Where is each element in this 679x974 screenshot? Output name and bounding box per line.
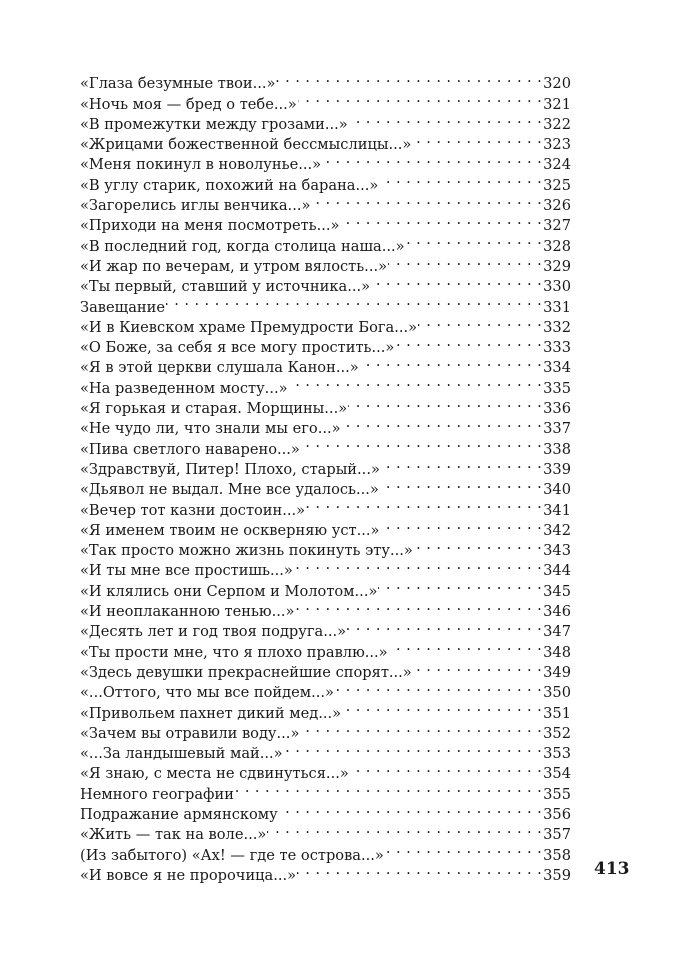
toc-entry-title: «...За ландышевый май...» [80, 745, 283, 763]
dot-leader [385, 839, 542, 859]
toc-entry-page: 320 [543, 75, 571, 93]
toc-entry-page: 330 [543, 278, 571, 296]
toc-entry-page: 329 [543, 257, 571, 275]
dot-leader [298, 88, 542, 108]
dot-leader [311, 190, 542, 210]
dot-leader [378, 575, 542, 595]
toc-entry-title: «Загорелись иглы венчика...» [80, 197, 311, 215]
dot-leader [414, 535, 542, 555]
toc-entry-page: 340 [543, 481, 571, 499]
dot-leader [267, 819, 542, 839]
dot-leader [379, 169, 542, 189]
toc-entry-page: 335 [543, 379, 571, 397]
dot-leader [418, 312, 542, 332]
toc-entry-page: 358 [543, 846, 571, 864]
dot-leader [276, 68, 542, 88]
toc-entry-page: 328 [543, 237, 571, 255]
table-of-contents [80, 68, 571, 884]
toc-entry-title: «И жар по вечерам, и утром вялость...» [80, 257, 388, 275]
dot-leader [306, 494, 542, 514]
toc-entry-page: 325 [543, 176, 571, 194]
toc-entry-page: 348 [543, 643, 571, 661]
toc-entry-page: 350 [543, 684, 571, 702]
toc-entry-page: 336 [543, 400, 571, 418]
toc-entry-page: 331 [543, 298, 571, 316]
toc-entry-page: 355 [543, 785, 571, 803]
toc-entry-page: 353 [543, 745, 571, 763]
dot-leader [235, 778, 542, 798]
toc-entry-page: 321 [543, 95, 571, 113]
dot-leader [279, 799, 542, 819]
toc-entry-title: «В последний год, когда столица наша...» [80, 237, 405, 255]
dot-leader [289, 372, 543, 392]
toc-entry-page: 333 [543, 339, 571, 357]
toc-entry-title: «О Боже, за себя я все могу простить...» [80, 339, 395, 357]
toc-entry-page: 343 [543, 542, 571, 560]
toc-entry [80, 68, 571, 93]
toc-entry-title: «Здравствуй, Питер! Плохо, старый...» [80, 460, 380, 478]
toc-entry-page: 346 [543, 603, 571, 621]
dot-leader [335, 677, 542, 697]
toc-entry-title: «Жить — так на воле...» [80, 826, 267, 844]
dot-leader [297, 860, 542, 880]
toc-entry-page: 322 [543, 115, 571, 133]
dot-leader [300, 718, 542, 738]
toc-entry-title: «Здесь девушки прекраснейшие спорят...» [80, 663, 412, 681]
toc-entry-page: 345 [543, 582, 571, 600]
dot-leader [380, 515, 542, 535]
page-number: 413 [594, 859, 630, 879]
toc-entry-title: «Жрицами божественной бессмыслицы...» [80, 136, 412, 154]
toc-entry-title: «Приходи на меня посмотреть...» [80, 217, 340, 235]
toc-entry-title: «...Оттого, что мы все пойдем...» [80, 684, 334, 702]
toc-entry-title: «И в Киевском храме Премудрости Бога...» [80, 318, 418, 336]
dot-leader [350, 758, 542, 778]
toc-entry-title: «Не чудо ли, что знали мы его...» [80, 420, 341, 438]
dot-leader [295, 596, 542, 616]
toc-entry-title: «Меня покинул в новолунье...» [80, 156, 322, 174]
dot-leader [301, 433, 542, 453]
toc-entry-page: 339 [543, 460, 571, 478]
dot-leader [389, 636, 543, 656]
toc-entry-page: 351 [543, 704, 571, 722]
dot-leader [380, 474, 542, 494]
toc-entry-page: 337 [543, 420, 571, 438]
toc-entry-page: 341 [543, 501, 571, 519]
dot-leader [413, 657, 542, 677]
toc-entry-title: «Дьявол не выдал. Мне все удалось...» [80, 481, 379, 499]
toc-entry-page: 359 [543, 866, 571, 884]
toc-entry-page: 338 [543, 440, 571, 458]
dot-leader [342, 697, 542, 717]
toc-entry-page: 344 [543, 562, 571, 580]
dot-leader [360, 352, 542, 372]
dot-leader [294, 555, 542, 575]
toc-entry-title: «Я горькая и старая. Морщины...» [80, 400, 348, 418]
toc-entry-page: 356 [543, 805, 571, 823]
dot-leader [347, 616, 542, 636]
toc-entry-page: 323 [543, 136, 571, 154]
toc-entry-title: (Из забытого) «Ах! — где те острова...» [80, 846, 384, 864]
toc-entry-title: «Ты первый, ставший у источника...» [80, 278, 371, 296]
toc-entry-page: 357 [543, 826, 571, 844]
toc-entry-title: «И вовсе я не пророчица...» [80, 866, 297, 884]
dot-leader [342, 413, 543, 433]
toc-entry-title: «Я знаю, с места не сдвинуться...» [80, 765, 349, 783]
toc-entry-title: «И клялись они Серпом и Молотом...» [80, 582, 378, 600]
toc-entry-title: «На разведенном мосту...» [80, 379, 288, 397]
toc-entry-title: Немного географии [80, 785, 234, 803]
toc-entry-title: «Привольем пахнет дикий мед...» [80, 704, 342, 722]
toc-entry-title: Подражание армянскому [80, 805, 278, 823]
dot-leader [395, 332, 542, 352]
toc-entry-page: 349 [543, 663, 571, 681]
toc-entry-page: 352 [543, 724, 571, 742]
dot-leader [349, 109, 542, 129]
dot-leader [381, 454, 542, 474]
toc-entry-title: «Так просто можно жизнь покинуть эту...» [80, 542, 413, 560]
toc-entry-title: «В промежутки между грозами...» [80, 115, 348, 133]
toc-entry-page: 327 [543, 217, 571, 235]
dot-leader [284, 738, 543, 758]
toc-entry-title: «В углу старик, похожий на барана...» [80, 176, 379, 194]
toc-entry-page: 354 [543, 765, 571, 783]
toc-entry-page: 324 [543, 156, 571, 174]
toc-entry-page: 342 [543, 521, 571, 539]
toc-entry-title: «Глаза безумные твои...» [80, 75, 276, 93]
dot-leader [348, 393, 542, 413]
toc-entry-page: 332 [543, 318, 571, 336]
toc-entry-page: 326 [543, 197, 571, 215]
dot-leader [388, 251, 542, 271]
dot-leader [322, 149, 542, 169]
toc-entry-title: «Я именем твоим не оскверняю уст...» [80, 521, 380, 539]
dot-leader [371, 271, 542, 291]
toc-entry-page: 347 [543, 623, 571, 641]
toc-entry-title: «Ты прости мне, что я плохо правлю...» [80, 643, 388, 661]
toc-entry-title: «И неоплаканною тенью...» [80, 603, 295, 621]
toc-entry-title: «Я в этой церкви слушала Канон...» [80, 359, 359, 377]
toc-entry-title: «Пива светлого наварено...» [80, 440, 300, 458]
toc-entry-page: 334 [543, 359, 571, 377]
dot-leader [340, 210, 542, 230]
toc-entry-title: «Зачем вы отравили воду...» [80, 724, 300, 742]
toc-entry-title: «Десять лет и год твоя подруга...» [80, 623, 347, 641]
toc-entry-title: Завещание [80, 298, 166, 316]
toc-entry-title: «Вечер тот казни достоин...» [80, 501, 306, 519]
toc-entry-title: «И ты мне все простишь...» [80, 562, 293, 580]
dot-leader [166, 291, 542, 311]
dot-leader [406, 230, 543, 250]
dot-leader [412, 129, 542, 149]
toc-entry-title: «Ночь моя — бред о тебе...» [80, 95, 297, 113]
